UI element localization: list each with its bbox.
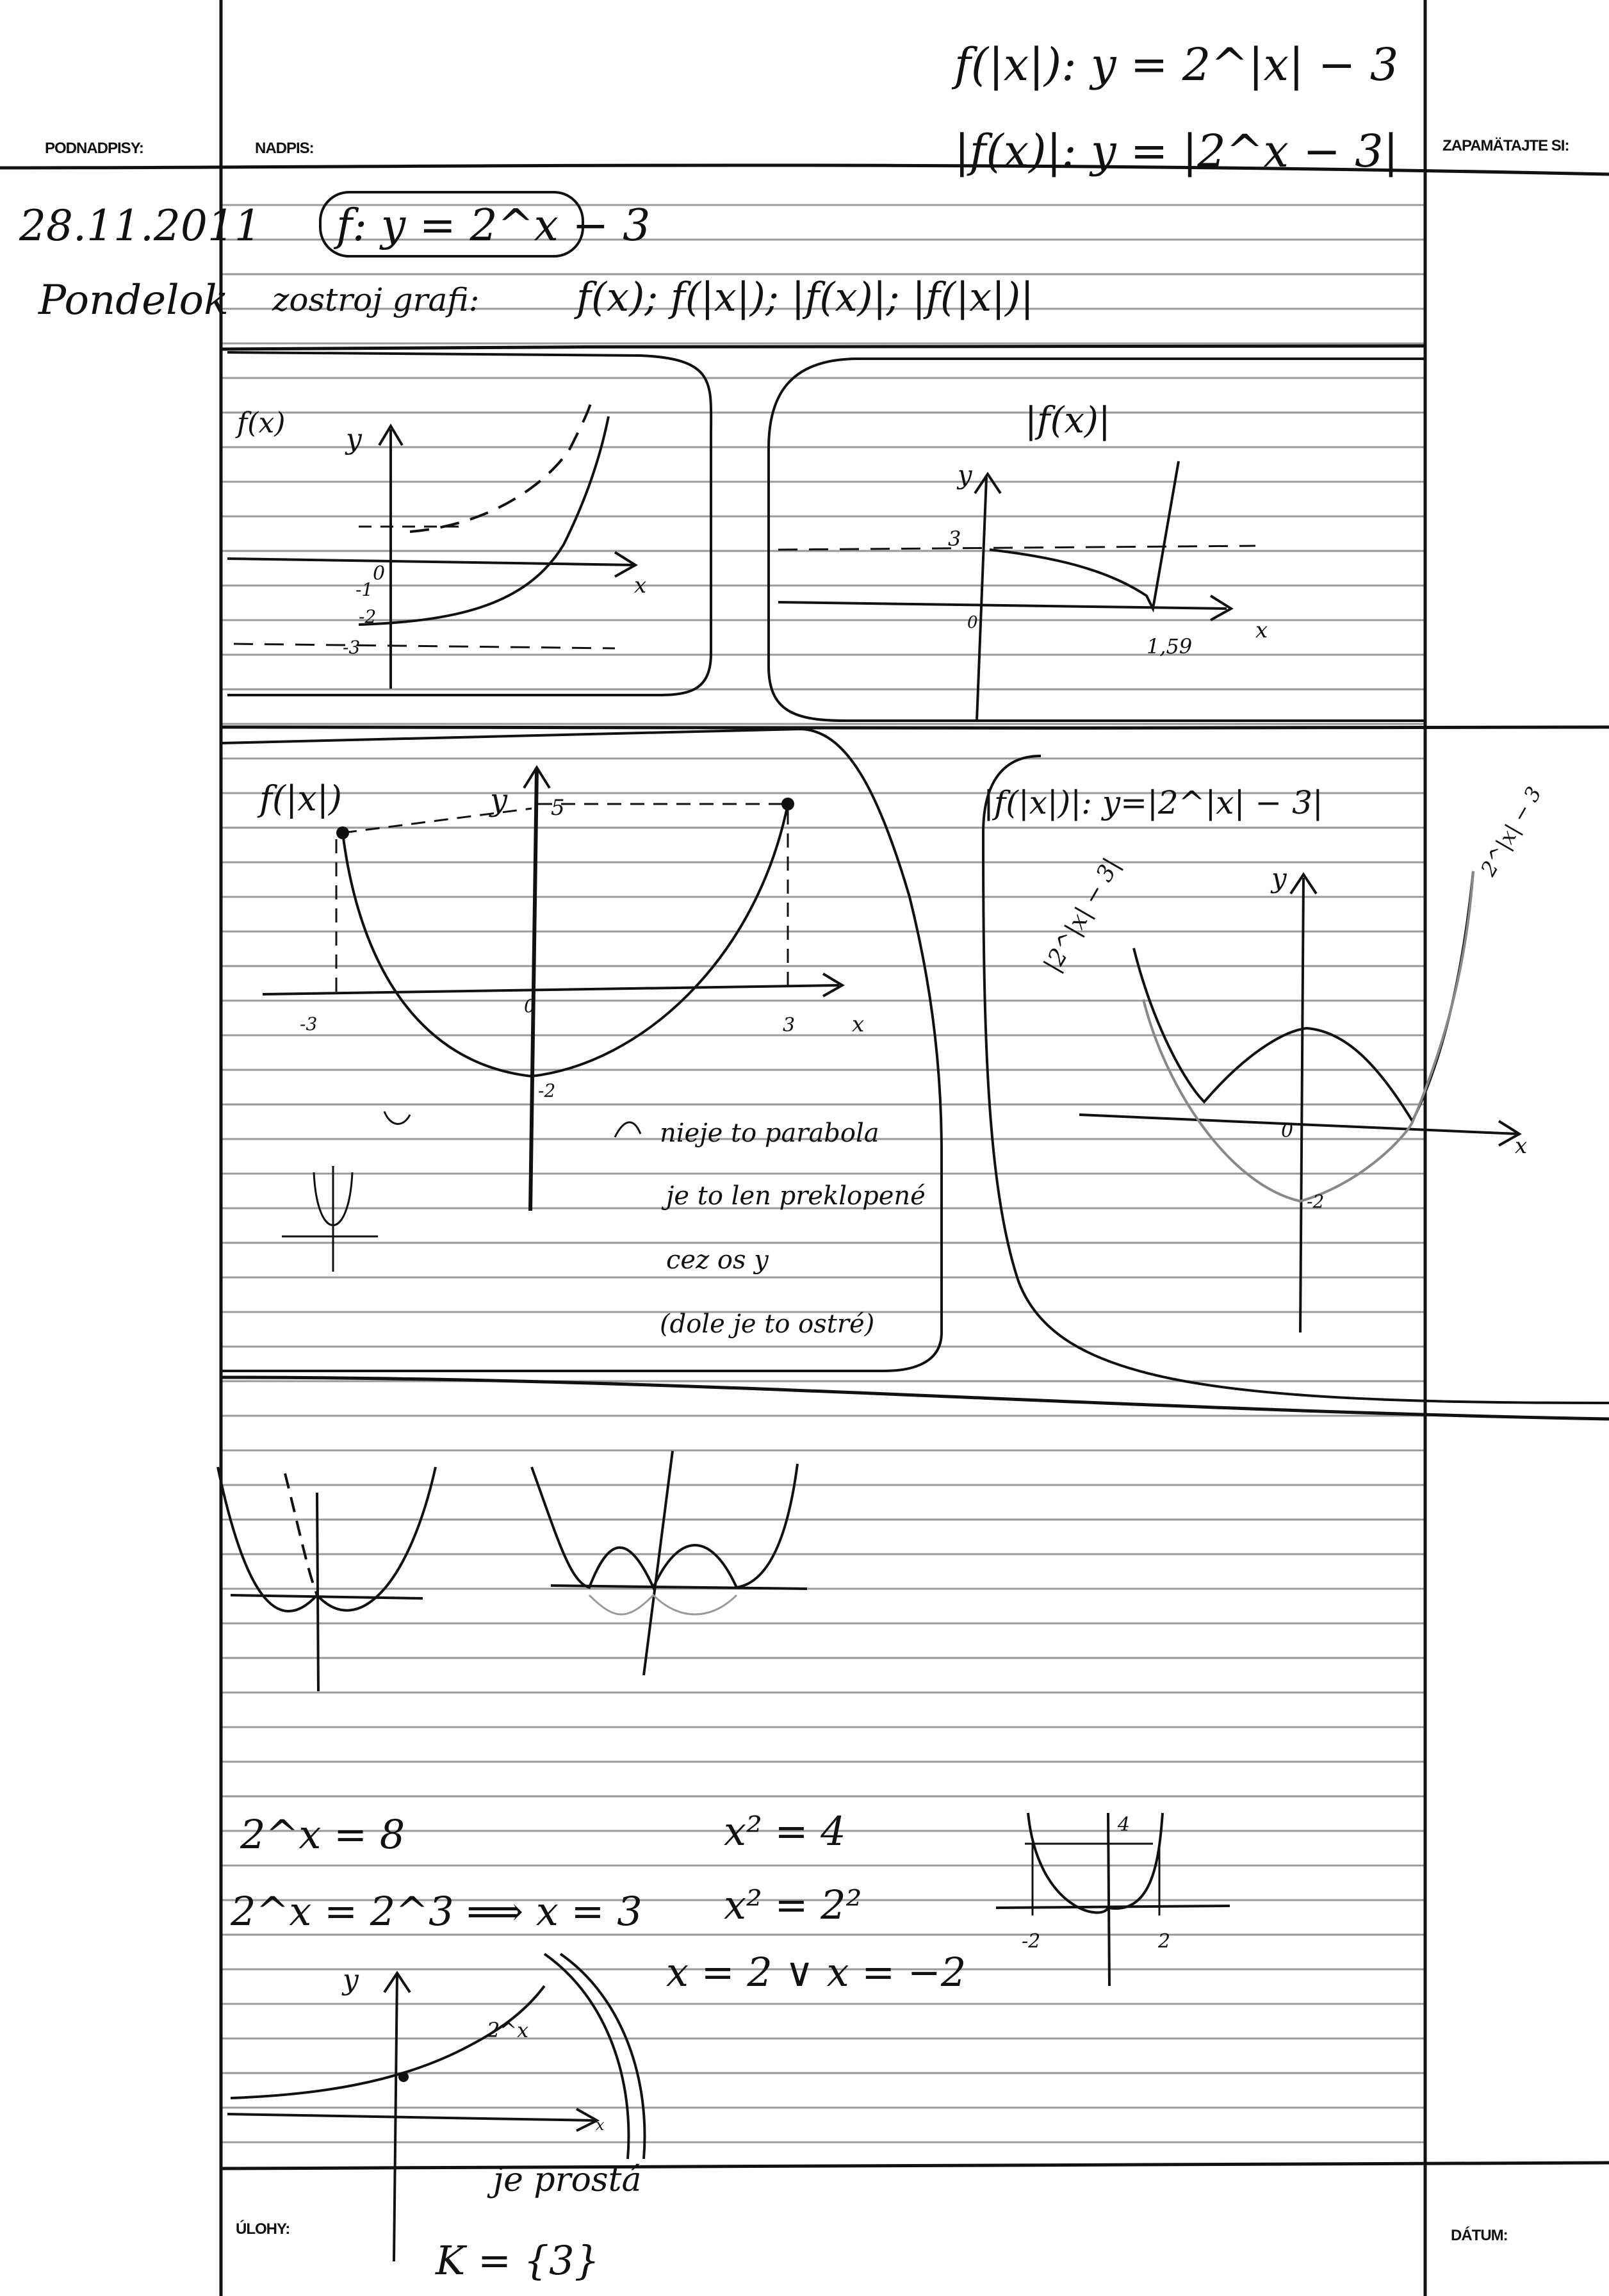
svg-text:3: 3 (783, 1014, 796, 1037)
equations-block (227, 1808, 1230, 2284)
svg-text:0: 0 (1281, 1120, 1294, 1142)
svg-text:-2: -2 (1307, 1191, 1325, 1212)
svg-text:2^|x| − 3: 2^|x| − 3 (1476, 782, 1547, 880)
svg-text:y: y (490, 782, 508, 818)
svg-text:-2: -2 (538, 1080, 556, 1101)
svg-text:0: 0 (373, 562, 386, 585)
note-line1: nieje to parabola (660, 1119, 879, 1148)
svg-text:x: x (596, 2116, 605, 2134)
svg-text:y: y (1271, 862, 1287, 894)
graph1-label: f(x) (237, 407, 286, 439)
label-subtitles: PODNADPISY: (45, 140, 143, 157)
svg-text:4: 4 (1118, 1814, 1131, 1836)
top-formula-1: f(|x|): y = 2^|x| − 3 (954, 38, 1399, 91)
svg-text:-3: -3 (343, 637, 361, 658)
eq-left-2: 2^x = 2^3 ⟹ x = 3 (231, 1888, 642, 1935)
je-prosta: je prostá (493, 2161, 642, 2199)
svg-text:-3: -3 (300, 1013, 318, 1035)
eq-right-1: x² = 4 (724, 1808, 846, 1855)
svg-text:x: x (634, 573, 647, 598)
result-set: K = {3} (436, 2237, 600, 2284)
margin-date: 28.11.2011 (19, 201, 261, 250)
margin-day: Pondelok (38, 277, 229, 324)
task-prefix: zostroj grafi: (272, 281, 480, 318)
svg-text:x: x (1515, 1133, 1528, 1159)
svg-text:y: y (343, 1964, 359, 1996)
svg-text:0: 0 (524, 996, 535, 1017)
svg-text:5: 5 (551, 795, 565, 821)
note-block (615, 1119, 926, 1339)
graph-f-abs-x (221, 729, 942, 1371)
graph3-label: f(|x|) (259, 778, 342, 819)
svg-text:-1: -1 (355, 579, 373, 600)
svg-text:2: 2 (1158, 1930, 1171, 1953)
function-definition: f: y = 2^x − 3 (336, 201, 651, 251)
svg-text:3: 3 (948, 527, 961, 551)
graph-f-x (227, 352, 711, 695)
svg-text:y: y (958, 461, 972, 490)
label-date: DÁTUM: (1451, 2227, 1508, 2244)
eq-right-2: x² = 2² (724, 1882, 862, 1928)
note-line4: (dole je to ostré) (660, 1309, 875, 1339)
note-line2: je to len preklopené (666, 1181, 926, 1211)
graph4-label: |f(|x|)|: y=|2^|x| − 3| (983, 784, 1323, 821)
svg-text:2^x: 2^x (487, 2018, 529, 2042)
parabola-sketches (218, 1451, 807, 1691)
eq-right-3: x = 2 ∨ x = −2 (666, 1949, 967, 1996)
svg-text:0: 0 (967, 613, 978, 632)
svg-text:1,59: 1,59 (1147, 634, 1193, 659)
svg-text:x: x (852, 1012, 865, 1037)
svg-text:-2: -2 (359, 606, 377, 627)
graph2-label: |f(x)| (1025, 400, 1111, 441)
note-line3: cez os y (666, 1245, 769, 1275)
eq-left-1: 2^x = 8 (240, 1811, 405, 1858)
svg-text:x: x (1255, 618, 1268, 643)
top-formula-2: |f(x)|: y = |2^x − 3| (954, 125, 1399, 177)
task-list: f(x); f(|x|); |f(x)|; |f(|x|)| (576, 274, 1034, 320)
svg-text:|2^|x| − 3|: |2^|x| − 3| (1039, 853, 1125, 977)
label-title: NADPIS: (255, 140, 314, 157)
svg-text:y: y (346, 423, 362, 455)
label-remember: ZAPAMÄTAJTE SI: (1442, 137, 1569, 154)
svg-text:-2: -2 (1022, 1930, 1041, 1953)
graph-abs-f-abs-x (983, 756, 1609, 1403)
label-tasks: ÚLOHY: (236, 2220, 290, 2238)
